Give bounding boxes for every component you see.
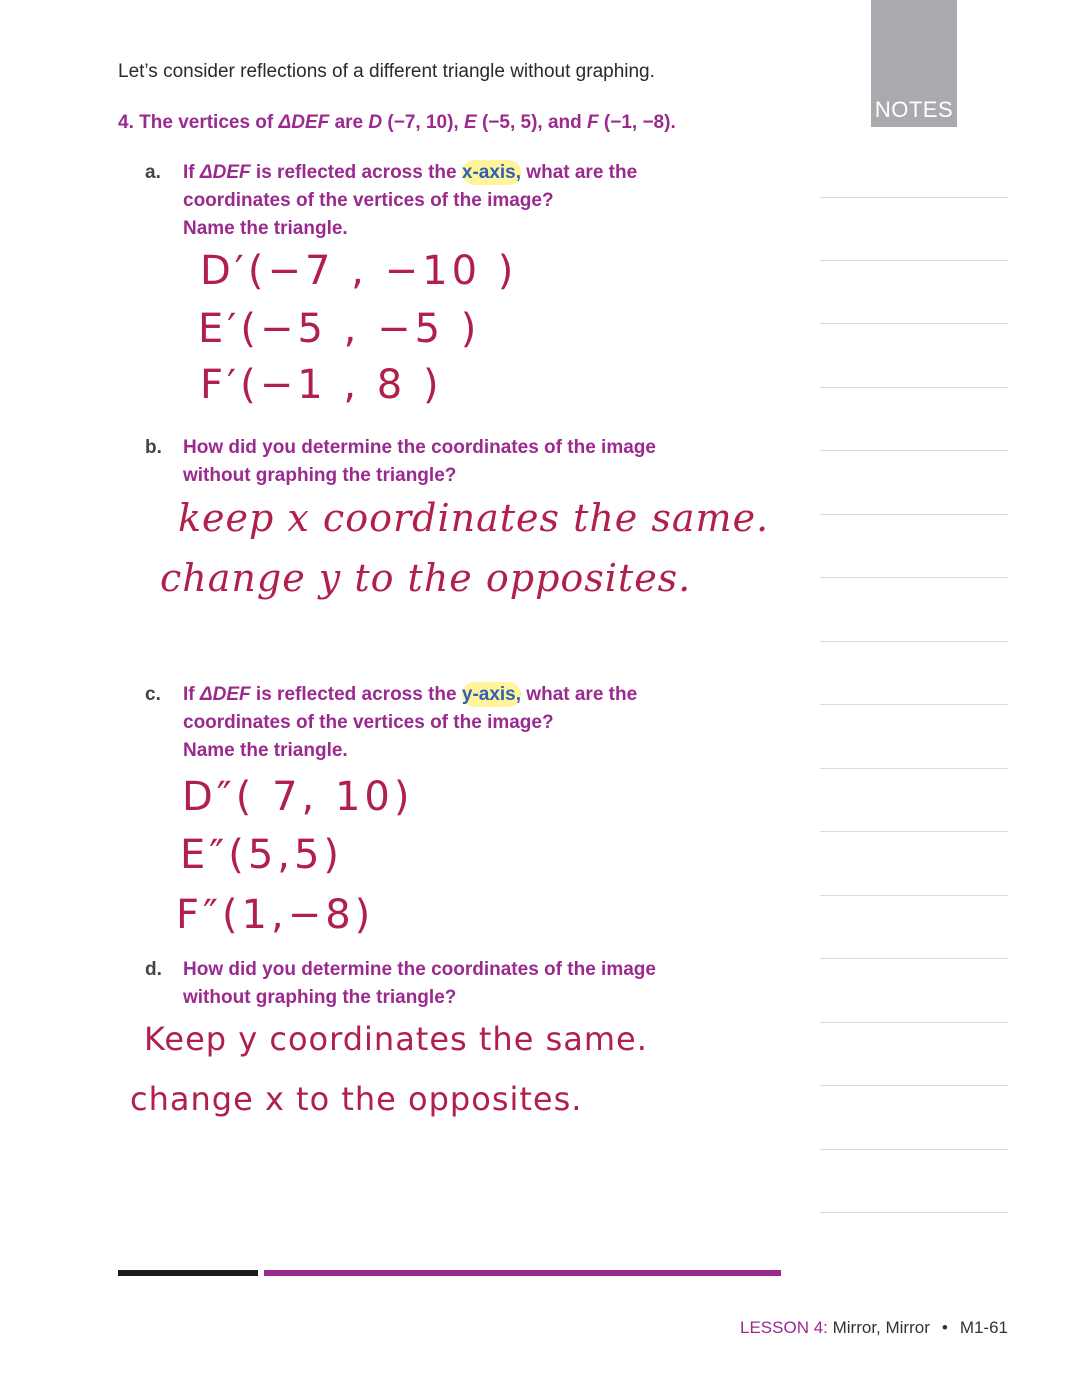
- notes-line: [820, 260, 1008, 261]
- answer-d-line2: change x to the opposites.: [130, 1080, 583, 1118]
- part-d-line1: How did you determine the coordinates of the image: [183, 959, 656, 980]
- vertex-f-label: F: [587, 112, 599, 133]
- part-a-post: what are the: [521, 162, 638, 183]
- vertex-d-coord: (−7, 10),: [382, 112, 464, 133]
- notes-label: NOTES: [874, 97, 954, 122]
- notes-line: [820, 704, 1008, 705]
- part-c-triangle: ΔDEF: [199, 684, 251, 705]
- footer-bar-purple: [264, 1270, 781, 1276]
- part-c-line3: Name the triangle.: [183, 740, 348, 761]
- notes-line: [820, 768, 1008, 769]
- footer-bullet: •: [941, 1318, 948, 1337]
- notes-line: [820, 1149, 1008, 1150]
- notes-line: [820, 197, 1008, 198]
- question-number: 4.: [118, 112, 134, 133]
- footer-title: Mirror, Mirror: [827, 1318, 930, 1337]
- notes-line: [820, 958, 1008, 959]
- vertex-d-label: D: [368, 112, 383, 133]
- part-d-letter: d.: [145, 959, 162, 980]
- part-d-line2: without graphing the triangle?: [183, 987, 457, 1008]
- answer-a-f: F′(−1 , 8 ): [200, 362, 443, 408]
- part-c-line2: coordinates of the vertices of the image?: [183, 712, 554, 733]
- footer-bar-black: [118, 1270, 258, 1276]
- notes-line: [820, 577, 1008, 578]
- part-b: [145, 434, 656, 490]
- answer-a-e: E′(−5 , −5 ): [198, 306, 481, 352]
- part-a-line1: [183, 159, 637, 187]
- part-c: [145, 681, 637, 765]
- part-c-letter: c.: [145, 684, 161, 705]
- answer-b-line2: change y to the opposites.: [160, 556, 692, 600]
- part-c-line1: [183, 681, 637, 709]
- part-a-triangle: ΔDEF: [199, 162, 251, 183]
- answer-c-f: F″(1,−8): [176, 892, 375, 938]
- question-4: [118, 112, 676, 134]
- notes-line: [820, 831, 1008, 832]
- triangle-name: ΔDEF: [278, 112, 330, 133]
- vertex-f-coord: (−1, −8).: [598, 112, 676, 133]
- answer-c-e: E″(5,5): [180, 832, 344, 878]
- answer-d-line1: Keep y coordinates the same.: [144, 1020, 648, 1058]
- part-a-axis: x-axis,: [461, 162, 522, 183]
- part-b-letter: b.: [145, 437, 162, 458]
- notes-line: [820, 387, 1008, 388]
- notes-line: [820, 450, 1008, 451]
- part-a-line3: Name the triangle.: [183, 218, 348, 239]
- answer-a-d: D′(−7 , −10 ): [200, 248, 518, 294]
- intro-text: Let’s consider reflections of a different triangle without graphing.: [118, 61, 655, 82]
- notes-line: [820, 323, 1008, 324]
- footer-page-number: M1-61: [959, 1318, 1008, 1337]
- part-c-mid: is reflected across the: [250, 684, 462, 705]
- part-c-axis: y-axis,: [461, 684, 522, 705]
- part-a-mid: is reflected across the: [250, 162, 462, 183]
- notes-line: [820, 1212, 1008, 1213]
- part-c-post: what are the: [521, 684, 638, 705]
- part-b-line2: without graphing the triangle?: [183, 465, 457, 486]
- notes-line: [820, 895, 1008, 896]
- page-footer: [740, 1318, 1008, 1338]
- question-text-b: are: [329, 112, 369, 133]
- part-b-line1: How did you determine the coordinates of the image: [183, 437, 656, 458]
- part-c-pre: If: [183, 684, 200, 705]
- vertex-e-coord: (−5, 5), and: [476, 112, 588, 133]
- notes-line: [820, 641, 1008, 642]
- part-a-line2: coordinates of the vertices of the image?: [183, 190, 554, 211]
- vertex-e-label: E: [463, 112, 477, 133]
- notes-line: [820, 1085, 1008, 1086]
- answer-c-d: D″( 7, 10): [182, 774, 414, 820]
- part-a-pre: If: [183, 162, 200, 183]
- part-a: [145, 159, 637, 243]
- footer-lesson: LESSON 4:: [740, 1318, 828, 1337]
- part-a-letter: a.: [145, 162, 161, 183]
- notes-line: [820, 1022, 1008, 1023]
- notes-line: [820, 514, 1008, 515]
- answer-b-line1: keep x coordinates the same.: [178, 496, 770, 540]
- question-text: The vertices of: [139, 112, 279, 133]
- part-d: [145, 956, 656, 1012]
